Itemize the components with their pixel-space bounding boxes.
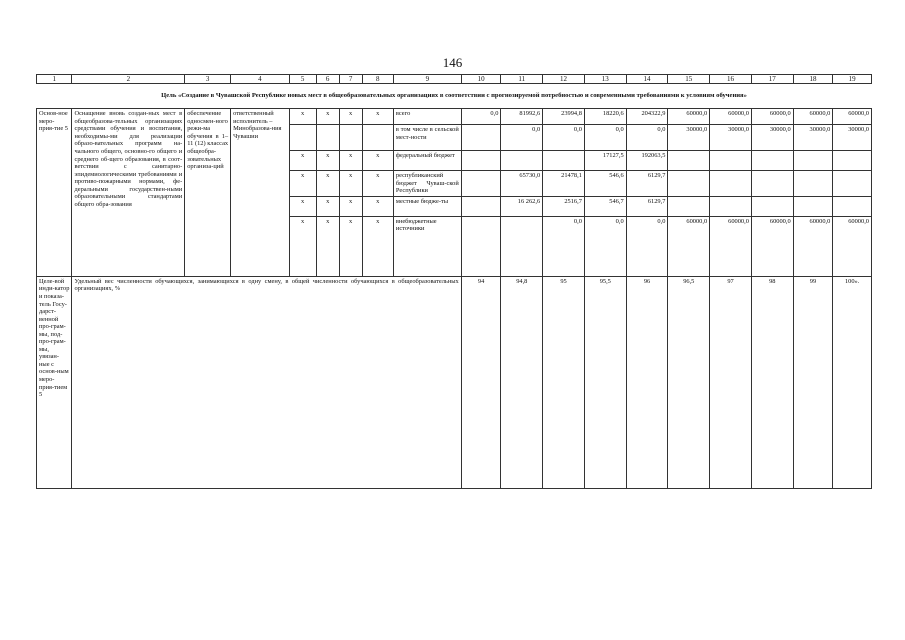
value-cell: 60000,0 (668, 216, 710, 276)
value-cell: 60000,0 (751, 216, 793, 276)
value-cell: 546,6 (584, 171, 626, 197)
value-cell (793, 171, 833, 197)
value-cell (710, 151, 752, 171)
code-cell: х (339, 171, 362, 197)
code-cell: х (339, 109, 362, 125)
code-cell: х (289, 171, 316, 197)
col-header-13: 13 (584, 75, 626, 84)
code-cell: х (339, 196, 362, 216)
col-header-12: 12 (543, 75, 585, 84)
value-cell (461, 171, 501, 197)
funding-row (37, 109, 872, 125)
value-cell (461, 196, 501, 216)
value-cell: 16 262,6 (501, 196, 543, 216)
value-cell: 18220,6 (584, 109, 626, 125)
page-number: 146 (442, 55, 463, 70)
value-cell (461, 216, 501, 276)
value-cell: 0,0 (543, 216, 585, 276)
activity-result: обеспечение односмен-ного режи-ма обучения в 1–11 (12) классах общеобра-зовательных организа-ций (185, 109, 231, 277)
col-header-9: 9 (393, 75, 461, 84)
funding-source: внебюджетные источники (393, 216, 461, 276)
value-cell: 6129,7 (626, 171, 668, 197)
value-cell: 0,0 (584, 125, 626, 151)
value-cell: 0,0 (626, 216, 668, 276)
indicator-value: 96 (626, 276, 668, 488)
value-cell: 204322,9 (626, 109, 668, 125)
value-cell (710, 171, 752, 197)
col-header-15: 15 (668, 75, 710, 84)
code-cell (362, 125, 393, 151)
value-cell: 60000,0 (793, 109, 833, 125)
value-cell: 0,0 (543, 125, 585, 151)
indicator-row (37, 276, 872, 488)
value-cell (833, 171, 872, 197)
code-cell (316, 125, 339, 151)
col-header-11: 11 (501, 75, 543, 84)
indicator-value: 95,5 (584, 276, 626, 488)
code-cell: х (339, 151, 362, 171)
value-cell: 192063,5 (626, 151, 668, 171)
code-cell: х (316, 171, 339, 197)
value-cell: 60000,0 (668, 109, 710, 125)
value-cell: 60000,0 (751, 109, 793, 125)
code-cell: х (289, 196, 316, 216)
value-cell (668, 196, 710, 216)
value-cell (793, 151, 833, 171)
code-cell: х (362, 109, 393, 125)
value-cell: 60000,0 (710, 216, 752, 276)
col-header-2: 2 (72, 75, 185, 84)
code-cell (339, 125, 362, 151)
value-cell: 0,0 (626, 125, 668, 151)
value-cell: 6129,7 (626, 196, 668, 216)
value-cell: 30000,0 (751, 125, 793, 151)
value-cell (668, 151, 710, 171)
value-cell: 2516,7 (543, 196, 585, 216)
code-cell: х (362, 196, 393, 216)
funding-source: федеральный бюджет (393, 151, 461, 171)
code-cell: х (316, 196, 339, 216)
value-cell (751, 196, 793, 216)
code-cell: х (289, 109, 316, 125)
value-cell (461, 125, 501, 151)
value-cell: 30000,0 (793, 125, 833, 151)
value-cell (710, 196, 752, 216)
goal-text: Цель «Создание в Чувашской Республике новых мест в общеобразовательных организациях в соответствии с прогнозируемой потребностью и современными требованиями к условиям обучения» (37, 84, 872, 109)
value-cell: 546,7 (584, 196, 626, 216)
program-table (36, 74, 872, 489)
code-cell: х (316, 216, 339, 276)
indicator-value: 94,8 (501, 276, 543, 488)
col-header-19: 19 (833, 75, 872, 84)
code-cell: х (289, 216, 316, 276)
col-header-8: 8 (362, 75, 393, 84)
col-header-7: 7 (339, 75, 362, 84)
indicator-value: 96,5 (668, 276, 710, 488)
value-cell: 60000,0 (793, 216, 833, 276)
value-cell (501, 216, 543, 276)
value-cell (668, 171, 710, 197)
col-header-16: 16 (710, 75, 752, 84)
code-cell: х (316, 109, 339, 125)
value-cell (833, 151, 872, 171)
value-cell: 30000,0 (833, 125, 872, 151)
value-cell: 60000,0 (833, 216, 872, 276)
value-cell (793, 196, 833, 216)
value-cell (751, 151, 793, 171)
indicator-value: 98 (751, 276, 793, 488)
funding-source: местные бюдже-ты (393, 196, 461, 216)
col-header-3: 3 (185, 75, 231, 84)
indicator-value: 99 (793, 276, 833, 488)
code-cell: х (316, 151, 339, 171)
col-header-5: 5 (289, 75, 316, 84)
funding-source: республиканский бюджет Чуваш-ской Республики (393, 171, 461, 197)
col-header-10: 10 (461, 75, 501, 84)
code-cell: х (289, 151, 316, 171)
value-cell (751, 171, 793, 197)
value-cell: 65730,0 (501, 171, 543, 197)
value-cell: 60000,0 (710, 109, 752, 125)
responsible-executor: ответственный исполнитель – Минобразова-ния Чувашии (231, 109, 289, 277)
indicator-description: Удельный вес численности обучающихся, занимающихся в одну смену, в общей численности обучающихся в общеобразовательных организациях, % (72, 276, 461, 488)
indicator-value: 94 (461, 276, 501, 488)
indicator-value: 97 (710, 276, 752, 488)
value-cell: 21478,1 (543, 171, 585, 197)
value-cell: 0,0 (501, 125, 543, 151)
value-cell (833, 196, 872, 216)
funding-source: всего (393, 109, 461, 125)
col-header-4: 4 (231, 75, 289, 84)
value-cell: 30000,0 (668, 125, 710, 151)
value-cell (543, 151, 585, 171)
col-header-6: 6 (316, 75, 339, 84)
code-cell (289, 125, 316, 151)
value-cell: 30000,0 (710, 125, 752, 151)
value-cell: 60000,0 (833, 109, 872, 125)
indicator-label: Целе-вой инди-катор и показа-тель Госу-дарст-венной про-грам-мы, под-про-грам-мы, увязан-ные с основ-ным меро-прия-тием 5 (37, 276, 72, 488)
column-number-row (37, 75, 872, 84)
value-cell (461, 151, 501, 171)
col-header-14: 14 (626, 75, 668, 84)
col-header-1: 1 (37, 75, 72, 84)
value-cell: 81992,6 (501, 109, 543, 125)
value-cell (501, 151, 543, 171)
value-cell: 17127,5 (584, 151, 626, 171)
value-cell: 0,0 (584, 216, 626, 276)
code-cell: х (362, 216, 393, 276)
value-cell: 0,0 (461, 109, 501, 125)
goal-row (37, 84, 872, 109)
main-activity-label: Основ-ное меро-прия-тие 5 (37, 109, 72, 277)
activity-description: Оснащение вновь создан-ных мест в общеобразова-тельных организациях средствами обучения и воспитания, необходимы-ми для реализации образо-вательных программ на-чального общего, основно-го общего и среднего об-щего образования, в соот-ветствии с санитарно-эпидемиологическими требованиями и противо-пожарными нормами, фе-деральными государствен-ными образовательными стандартами общего обра-зования (72, 109, 185, 277)
col-header-17: 17 (751, 75, 793, 84)
indicator-value: 100». (833, 276, 872, 488)
value-cell: 23994,8 (543, 109, 585, 125)
funding-source: в том числе в сельской мест-ности (393, 125, 461, 151)
code-cell: х (362, 171, 393, 197)
code-cell: х (362, 151, 393, 171)
code-cell: х (339, 216, 362, 276)
col-header-18: 18 (793, 75, 833, 84)
indicator-value: 95 (543, 276, 585, 488)
